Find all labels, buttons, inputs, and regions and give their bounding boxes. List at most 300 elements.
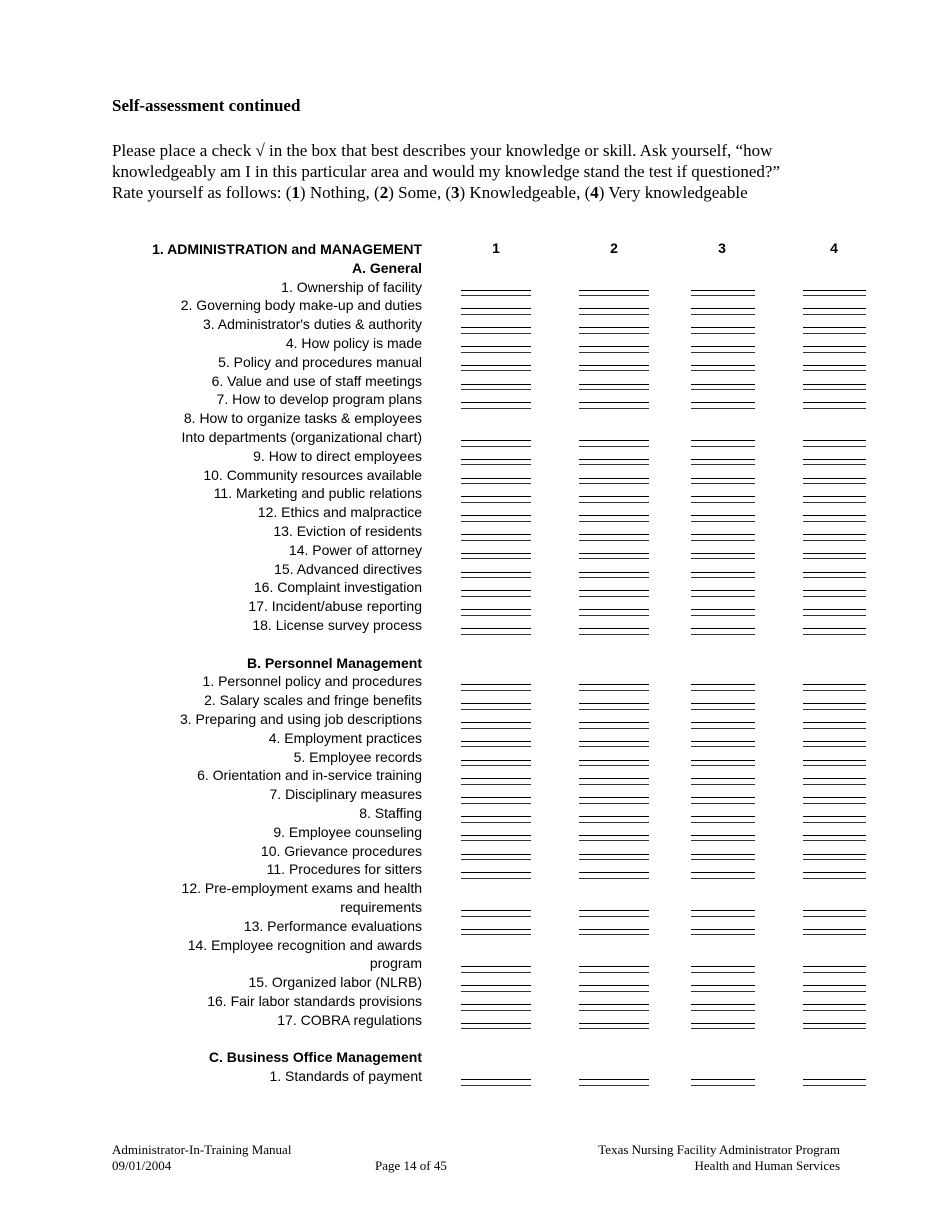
- rating-blank-top-col-2[interactable]: [579, 440, 649, 441]
- rating-blank-top-col-4[interactable]: [803, 346, 866, 347]
- rating-blank-top-col-2[interactable]: [579, 835, 649, 836]
- rating-blank-top-col-2[interactable]: [579, 365, 649, 366]
- rating-blank-top-col-1[interactable]: [461, 1079, 531, 1080]
- rating-blank-top-col-1[interactable]: [461, 459, 531, 460]
- rating-blank-top-col-4[interactable]: [803, 703, 866, 704]
- rating-scale-prefix: Rate yourself as follows: (: [112, 183, 292, 202]
- rating-blank-bottom-col-2: [579, 558, 649, 559]
- rating-blank-top-col-4[interactable]: [803, 459, 866, 460]
- rating-blank-bottom-col-3: [691, 558, 755, 559]
- rating-blank-bottom-col-3: [691, 1010, 755, 1011]
- rating-blank-bottom-col-4: [803, 540, 866, 541]
- footer-agency: Health and Human Services: [694, 1158, 840, 1173]
- assessment-item-label: 8. How to organize tasks & employees: [183, 410, 422, 427]
- rating-blank-top-col-3[interactable]: [691, 572, 755, 573]
- rating-blank-bottom-col-3: [691, 765, 755, 766]
- rating-1-text: ) Nothing, (: [299, 183, 380, 202]
- assessment-item-label: program: [369, 955, 422, 972]
- rating-column-4-header: 4: [830, 240, 838, 256]
- rating-blank-bottom-col-1: [461, 370, 531, 371]
- rating-blank-top-col-3[interactable]: [691, 590, 755, 591]
- rating-blank-bottom-col-2: [579, 314, 649, 315]
- rating-blank-bottom-col-3: [691, 1085, 755, 1086]
- rating-blank-top-col-2[interactable]: [579, 929, 649, 930]
- rating-blank-top-col-2[interactable]: [579, 797, 649, 798]
- rating-blank-top-col-1[interactable]: [461, 534, 531, 535]
- rating-blank-bottom-col-4: [803, 634, 866, 635]
- rating-blank-bottom-col-4: [803, 446, 866, 447]
- assessment-item-label: 4. Employment practices: [268, 729, 422, 746]
- rating-blank-bottom-col-4: [803, 728, 866, 729]
- rating-blank-top-col-3[interactable]: [691, 515, 755, 516]
- rating-blank-top-col-3[interactable]: [691, 929, 755, 930]
- rating-blank-bottom-col-1: [461, 859, 531, 860]
- rating-blank-bottom-col-4: [803, 464, 866, 465]
- rating-blank-top-col-3[interactable]: [691, 684, 755, 685]
- rating-blank-top-col-2[interactable]: [579, 459, 649, 460]
- rating-blank-bottom-col-1: [461, 728, 531, 729]
- rating-blank-top-col-4[interactable]: [803, 590, 866, 591]
- rating-2-text: ) Some, (: [388, 183, 451, 202]
- rating-blank-bottom-col-1: [461, 1010, 531, 1011]
- rating-blank-bottom-col-1: [461, 408, 531, 409]
- section-heading: C. Business Office Management: [208, 1049, 422, 1066]
- rating-blank-top-col-2[interactable]: [579, 722, 649, 723]
- rating-blank-bottom-col-1: [461, 784, 531, 785]
- footer-date: 09/01/2004: [112, 1158, 172, 1173]
- rating-blank-top-col-4[interactable]: [803, 384, 866, 385]
- assessment-item-label: 12. Pre-employment exams and health: [181, 880, 422, 897]
- rating-blank-top-col-1[interactable]: [461, 628, 531, 629]
- rating-blank-top-col-4[interactable]: [803, 609, 866, 610]
- rating-blank-bottom-col-3: [691, 577, 755, 578]
- rating-blank-top-col-3[interactable]: [691, 985, 755, 986]
- rating-blank-top-col-1[interactable]: [461, 384, 531, 385]
- rating-blank-bottom-col-4: [803, 502, 866, 503]
- rating-blank-top-col-4[interactable]: [803, 365, 866, 366]
- rating-blank-bottom-col-1: [461, 521, 531, 522]
- rating-blank-bottom-col-3: [691, 464, 755, 465]
- rating-blank-bottom-col-3: [691, 784, 755, 785]
- rating-blank-bottom-col-1: [461, 333, 531, 334]
- rating-blank-top-col-2[interactable]: [579, 760, 649, 761]
- rating-blank-bottom-col-4: [803, 1085, 866, 1086]
- rating-blank-top-col-2[interactable]: [579, 628, 649, 629]
- rating-blank-top-col-2[interactable]: [579, 684, 649, 685]
- rating-blank-bottom-col-2: [579, 1028, 649, 1029]
- rating-blank-bottom-col-1: [461, 840, 531, 841]
- rating-blank-top-col-4[interactable]: [803, 534, 866, 535]
- assessment-item-label: 14. Employee recognition and awards: [187, 936, 422, 953]
- rating-blank-top-col-1[interactable]: [461, 966, 531, 967]
- rating-blank-bottom-col-1: [461, 577, 531, 578]
- assessment-item-label: 3. Preparing and using job descriptions: [179, 711, 422, 727]
- rating-blank-bottom-col-2: [579, 1085, 649, 1086]
- rating-column-1-header: 1: [492, 240, 500, 256]
- rating-blank-top-col-4[interactable]: [803, 854, 866, 855]
- rating-blank-top-col-4[interactable]: [803, 872, 866, 873]
- rating-blank-bottom-col-2: [579, 596, 649, 597]
- rating-blank-top-col-4[interactable]: [803, 910, 866, 911]
- rating-blank-bottom-col-1: [461, 558, 531, 559]
- rating-blank-top-col-2[interactable]: [579, 1004, 649, 1005]
- rating-blank-top-col-1[interactable]: [461, 515, 531, 516]
- rating-blank-bottom-col-2: [579, 333, 649, 334]
- rating-blank-top-col-2[interactable]: [579, 1079, 649, 1080]
- rating-blank-top-col-2[interactable]: [579, 854, 649, 855]
- rating-1-number: 1: [291, 183, 300, 202]
- rating-blank-bottom-col-1: [461, 709, 531, 710]
- rating-blank-top-col-3[interactable]: [691, 308, 755, 309]
- rating-blank-top-col-1[interactable]: [461, 478, 531, 479]
- rating-blank-top-col-3[interactable]: [691, 1023, 755, 1024]
- assessment-item-label: 1. Personnel policy and procedures: [202, 673, 422, 690]
- rating-blank-top-col-1[interactable]: [461, 684, 531, 685]
- rating-blank-top-col-2[interactable]: [579, 572, 649, 573]
- rating-blank-top-col-3[interactable]: [691, 553, 755, 554]
- rating-blank-bottom-col-2: [579, 728, 649, 729]
- rating-blank-bottom-col-4: [803, 1010, 866, 1011]
- rating-blank-top-col-3[interactable]: [691, 778, 755, 779]
- instructions-line-1: Please place a check √ in the box that best describes your knowledge or skill. Ask yourself, “how: [112, 141, 773, 160]
- rating-blank-top-col-1[interactable]: [461, 778, 531, 779]
- rating-blank-bottom-col-1: [461, 934, 531, 935]
- rating-blank-bottom-col-4: [803, 784, 866, 785]
- rating-blank-top-col-1[interactable]: [461, 496, 531, 497]
- rating-blank-bottom-col-4: [803, 483, 866, 484]
- page-footer: [112, 1142, 840, 1176]
- rating-blank-bottom-col-2: [579, 370, 649, 371]
- rating-blank-bottom-col-2: [579, 972, 649, 973]
- rating-blank-bottom-col-3: [691, 934, 755, 935]
- assessment-item-label: 8. Staffing: [359, 805, 422, 821]
- rating-blank-top-col-4[interactable]: [803, 778, 866, 779]
- rating-blank-top-col-3[interactable]: [691, 872, 755, 873]
- rating-blank-top-col-2[interactable]: [579, 703, 649, 704]
- rating-blank-top-col-4[interactable]: [803, 966, 866, 967]
- rating-blank-top-col-1[interactable]: [461, 609, 531, 610]
- rating-blank-top-col-3[interactable]: [691, 760, 755, 761]
- rating-blank-top-col-4[interactable]: [803, 553, 866, 554]
- rating-blank-bottom-col-4: [803, 972, 866, 973]
- rating-blank-top-col-4[interactable]: [803, 835, 866, 836]
- rating-blank-top-col-1[interactable]: [461, 816, 531, 817]
- rating-blank-top-col-1[interactable]: [461, 308, 531, 309]
- rating-blank-bottom-col-1: [461, 1028, 531, 1029]
- assessment-item-label: requirements: [340, 899, 422, 915]
- rating-blank-bottom-col-4: [803, 822, 866, 823]
- rating-blank-bottom-col-4: [803, 803, 866, 804]
- assessment-item-label: 9. How to direct employees: [253, 447, 422, 464]
- rating-blank-top-col-1[interactable]: [461, 741, 531, 742]
- rating-blank-top-col-3[interactable]: [691, 327, 755, 328]
- rating-blank-bottom-col-1: [461, 803, 531, 804]
- rating-blank-top-col-3[interactable]: [691, 534, 755, 535]
- rating-blank-top-col-4[interactable]: [803, 327, 866, 328]
- rating-blank-bottom-col-1: [461, 596, 531, 597]
- rating-blank-top-col-3[interactable]: [691, 797, 755, 798]
- rating-blank-bottom-col-3: [691, 314, 755, 315]
- rating-blank-bottom-col-3: [691, 709, 755, 710]
- rating-blank-bottom-col-3: [691, 596, 755, 597]
- assessment-item-label: 1. Ownership of facility: [281, 278, 422, 295]
- rating-blank-bottom-col-2: [579, 916, 649, 917]
- rating-blank-top-col-3[interactable]: [691, 290, 755, 291]
- rating-blank-top-col-4[interactable]: [803, 515, 866, 516]
- rating-blank-top-col-2[interactable]: [579, 496, 649, 497]
- rating-blank-top-col-4[interactable]: [803, 1023, 866, 1024]
- rating-blank-bottom-col-3: [691, 389, 755, 390]
- rating-blank-bottom-col-4: [803, 934, 866, 935]
- rating-blank-top-col-3[interactable]: [691, 854, 755, 855]
- rating-blank-top-col-1[interactable]: [461, 290, 531, 291]
- rating-blank-top-col-2[interactable]: [579, 966, 649, 967]
- rating-blank-bottom-col-3: [691, 803, 755, 804]
- rating-blank-bottom-col-3: [691, 991, 755, 992]
- rating-blank-top-col-3[interactable]: [691, 384, 755, 385]
- assessment-item-label: 10. Community resources available: [203, 466, 422, 483]
- rating-blank-bottom-col-4: [803, 521, 866, 522]
- rating-blank-bottom-col-3: [691, 634, 755, 635]
- rating-blank-top-col-4[interactable]: [803, 741, 866, 742]
- rating-blank-top-col-3[interactable]: [691, 478, 755, 479]
- rating-blank-bottom-col-2: [579, 765, 649, 766]
- rating-blank-top-col-1[interactable]: [461, 854, 531, 855]
- rating-blank-top-col-3[interactable]: [691, 835, 755, 836]
- rating-blank-top-col-4[interactable]: [803, 402, 866, 403]
- rating-column-2-header: 2: [610, 240, 618, 256]
- rating-blank-top-col-4[interactable]: [803, 478, 866, 479]
- rating-blank-top-col-4[interactable]: [803, 440, 866, 441]
- rating-blank-top-col-1[interactable]: [461, 910, 531, 911]
- rating-blank-bottom-col-4: [803, 615, 866, 616]
- rating-blank-top-col-4[interactable]: [803, 628, 866, 629]
- rating-blank-top-col-1[interactable]: [461, 346, 531, 347]
- rating-blank-bottom-col-4: [803, 916, 866, 917]
- rating-blank-top-col-4[interactable]: [803, 816, 866, 817]
- rating-blank-top-col-2[interactable]: [579, 872, 649, 873]
- rating-blank-top-col-1[interactable]: [461, 327, 531, 328]
- rating-blank-top-col-1[interactable]: [461, 872, 531, 873]
- rating-blank-top-col-1[interactable]: [461, 722, 531, 723]
- rating-blank-top-col-1[interactable]: [461, 402, 531, 403]
- rating-blank-bottom-col-3: [691, 1028, 755, 1029]
- assessment-item-label: 15. Organized labor (NLRB): [248, 974, 422, 991]
- rating-blank-top-col-3[interactable]: [691, 816, 755, 817]
- rating-blank-bottom-col-3: [691, 746, 755, 747]
- assessment-item-label: 1. Standards of payment: [269, 1068, 422, 1085]
- rating-blank-bottom-col-4: [803, 840, 866, 841]
- rating-blank-bottom-col-2: [579, 822, 649, 823]
- rating-blank-top-col-3[interactable]: [691, 628, 755, 629]
- footer-left: [112, 1142, 291, 1174]
- rating-blank-top-col-1[interactable]: [461, 703, 531, 704]
- rating-blank-top-col-3[interactable]: [691, 966, 755, 967]
- rating-blank-bottom-col-3: [691, 690, 755, 691]
- rating-blank-bottom-col-2: [579, 634, 649, 635]
- rating-blank-top-col-4[interactable]: [803, 797, 866, 798]
- rating-blank-top-col-3[interactable]: [691, 609, 755, 610]
- rating-blank-top-col-4[interactable]: [803, 722, 866, 723]
- rating-blank-bottom-col-3: [691, 295, 755, 296]
- rating-blank-bottom-col-1: [461, 991, 531, 992]
- rating-blank-bottom-col-1: [461, 314, 531, 315]
- rating-blank-top-col-2[interactable]: [579, 290, 649, 291]
- rating-blank-bottom-col-2: [579, 352, 649, 353]
- assessment-item-label: 5. Policy and procedures manual: [218, 353, 422, 370]
- rating-blank-top-col-2[interactable]: [579, 534, 649, 535]
- rating-blank-top-col-2[interactable]: [579, 515, 649, 516]
- assessment-item-label: 5. Employee records: [293, 748, 422, 765]
- rating-blank-top-col-3[interactable]: [691, 741, 755, 742]
- rating-blank-bottom-col-3: [691, 483, 755, 484]
- rating-blank-bottom-col-1: [461, 765, 531, 766]
- footer-program-name: Texas Nursing Facility Administrator Program: [598, 1142, 840, 1157]
- rating-blank-bottom-col-1: [461, 690, 531, 691]
- rating-blank-bottom-col-4: [803, 690, 866, 691]
- rating-blank-top-col-2[interactable]: [579, 609, 649, 610]
- footer-page-number: Page 14 of 45: [375, 1158, 447, 1173]
- rating-4-text: ) Very knowledgeable: [598, 183, 748, 202]
- rating-blank-top-col-1[interactable]: [461, 440, 531, 441]
- rating-blank-bottom-col-4: [803, 859, 866, 860]
- rating-blank-top-col-4[interactable]: [803, 985, 866, 986]
- rating-blank-bottom-col-2: [579, 840, 649, 841]
- rating-blank-top-col-4[interactable]: [803, 929, 866, 930]
- rating-4-number: 4: [590, 183, 599, 202]
- rating-blank-bottom-col-1: [461, 916, 531, 917]
- rating-blank-top-col-2[interactable]: [579, 346, 649, 347]
- rating-blank-bottom-col-3: [691, 859, 755, 860]
- rating-blank-top-col-3[interactable]: [691, 365, 755, 366]
- page-heading: Self-assessment continued: [112, 96, 301, 115]
- rating-blank-bottom-col-4: [803, 295, 866, 296]
- rating-blank-bottom-col-2: [579, 577, 649, 578]
- rating-blank-top-col-2[interactable]: [579, 1023, 649, 1024]
- rating-blank-bottom-col-1: [461, 483, 531, 484]
- rating-blank-bottom-col-2: [579, 615, 649, 616]
- rating-blank-top-col-1[interactable]: [461, 835, 531, 836]
- rating-blank-bottom-col-2: [579, 803, 649, 804]
- rating-blank-bottom-col-2: [579, 991, 649, 992]
- rating-blank-top-col-1[interactable]: [461, 760, 531, 761]
- assessment-item-label: 18. License survey process: [252, 617, 422, 633]
- assessment-item-label: 9. Employee counseling: [273, 823, 422, 840]
- rating-blank-top-col-3[interactable]: [691, 1004, 755, 1005]
- rating-blank-top-col-2[interactable]: [579, 778, 649, 779]
- rating-blank-bottom-col-4: [803, 408, 866, 409]
- rating-blank-bottom-col-4: [803, 709, 866, 710]
- rating-blank-bottom-col-4: [803, 577, 866, 578]
- rating-blank-top-col-4[interactable]: [803, 572, 866, 573]
- assessment-item-label: 13. Eviction of residents: [273, 523, 422, 539]
- rating-blank-bottom-col-1: [461, 822, 531, 823]
- footer-right: [598, 1142, 840, 1174]
- rating-3-text: ) Knowledgeable, (: [459, 183, 591, 202]
- rating-blank-top-col-4[interactable]: [803, 496, 866, 497]
- assessment-item-label: 15. Advanced directives: [274, 560, 422, 577]
- rating-blank-top-col-3[interactable]: [691, 402, 755, 403]
- rating-blank-bottom-col-2: [579, 446, 649, 447]
- section-heading: A. General: [351, 259, 422, 276]
- rating-blank-top-col-3[interactable]: [691, 703, 755, 704]
- rating-blank-bottom-col-3: [691, 333, 755, 334]
- rating-blank-bottom-col-3: [691, 972, 755, 973]
- rating-blank-top-col-2[interactable]: [579, 985, 649, 986]
- rating-blank-bottom-col-4: [803, 314, 866, 315]
- rating-blank-top-col-2[interactable]: [579, 308, 649, 309]
- rating-blank-bottom-col-3: [691, 878, 755, 879]
- rating-blank-top-col-4[interactable]: [803, 1079, 866, 1080]
- rating-blank-bottom-col-1: [461, 389, 531, 390]
- rating-blank-bottom-col-2: [579, 295, 649, 296]
- rating-blank-bottom-col-1: [461, 446, 531, 447]
- rating-blank-top-col-2[interactable]: [579, 590, 649, 591]
- rating-blank-top-col-1[interactable]: [461, 553, 531, 554]
- rating-blank-bottom-col-1: [461, 746, 531, 747]
- rating-blank-top-col-4[interactable]: [803, 1004, 866, 1005]
- rating-blank-top-col-2[interactable]: [579, 553, 649, 554]
- rating-blank-bottom-col-2: [579, 1010, 649, 1011]
- rating-blank-bottom-col-3: [691, 728, 755, 729]
- rating-blank-top-col-2[interactable]: [579, 384, 649, 385]
- rating-blank-top-col-2[interactable]: [579, 741, 649, 742]
- rating-blank-top-col-1[interactable]: [461, 797, 531, 798]
- rating-blank-top-col-2[interactable]: [579, 327, 649, 328]
- rating-blank-bottom-col-2: [579, 408, 649, 409]
- rating-blank-top-col-2[interactable]: [579, 478, 649, 479]
- rating-blank-top-col-1[interactable]: [461, 1004, 531, 1005]
- rating-blank-top-col-1[interactable]: [461, 365, 531, 366]
- rating-blank-top-col-3[interactable]: [691, 440, 755, 441]
- assessment-item-label: 7. How to develop program plans: [216, 391, 422, 408]
- rating-blank-top-col-2[interactable]: [579, 402, 649, 403]
- rating-blank-top-col-3[interactable]: [691, 496, 755, 497]
- rating-blank-bottom-col-3: [691, 408, 755, 409]
- rating-blank-top-col-3[interactable]: [691, 722, 755, 723]
- rating-blank-bottom-col-3: [691, 521, 755, 522]
- rating-blank-top-col-2[interactable]: [579, 910, 649, 911]
- rating-blank-top-col-1[interactable]: [461, 985, 531, 986]
- rating-blank-top-col-4[interactable]: [803, 290, 866, 291]
- rating-blank-top-col-3[interactable]: [691, 1079, 755, 1080]
- section-heading: B. Personnel Management: [246, 654, 422, 671]
- rating-blank-top-col-1[interactable]: [461, 590, 531, 591]
- rating-blank-top-col-2[interactable]: [579, 816, 649, 817]
- rating-blank-bottom-col-3: [691, 822, 755, 823]
- assessment-item-label: 14. Power of attorney: [288, 541, 422, 558]
- rating-blank-bottom-col-1: [461, 352, 531, 353]
- rating-blank-top-col-3[interactable]: [691, 910, 755, 911]
- rating-blank-top-col-4[interactable]: [803, 308, 866, 309]
- rating-blank-bottom-col-2: [579, 859, 649, 860]
- rating-blank-top-col-1[interactable]: [461, 572, 531, 573]
- rating-blank-bottom-col-2: [579, 540, 649, 541]
- rating-blank-top-col-3[interactable]: [691, 459, 755, 460]
- rating-blank-top-col-3[interactable]: [691, 346, 755, 347]
- rating-3-number: 3: [451, 183, 460, 202]
- rating-blank-top-col-4[interactable]: [803, 684, 866, 685]
- rating-blank-bottom-col-1: [461, 878, 531, 879]
- rating-blank-top-col-1[interactable]: [461, 1023, 531, 1024]
- rating-blank-bottom-col-4: [803, 370, 866, 371]
- rating-blank-top-col-4[interactable]: [803, 760, 866, 761]
- rating-blank-top-col-1[interactable]: [461, 929, 531, 930]
- rating-blank-bottom-col-4: [803, 1028, 866, 1029]
- rating-blank-bottom-col-2: [579, 502, 649, 503]
- rating-blank-bottom-col-4: [803, 389, 866, 390]
- rating-blank-bottom-col-1: [461, 540, 531, 541]
